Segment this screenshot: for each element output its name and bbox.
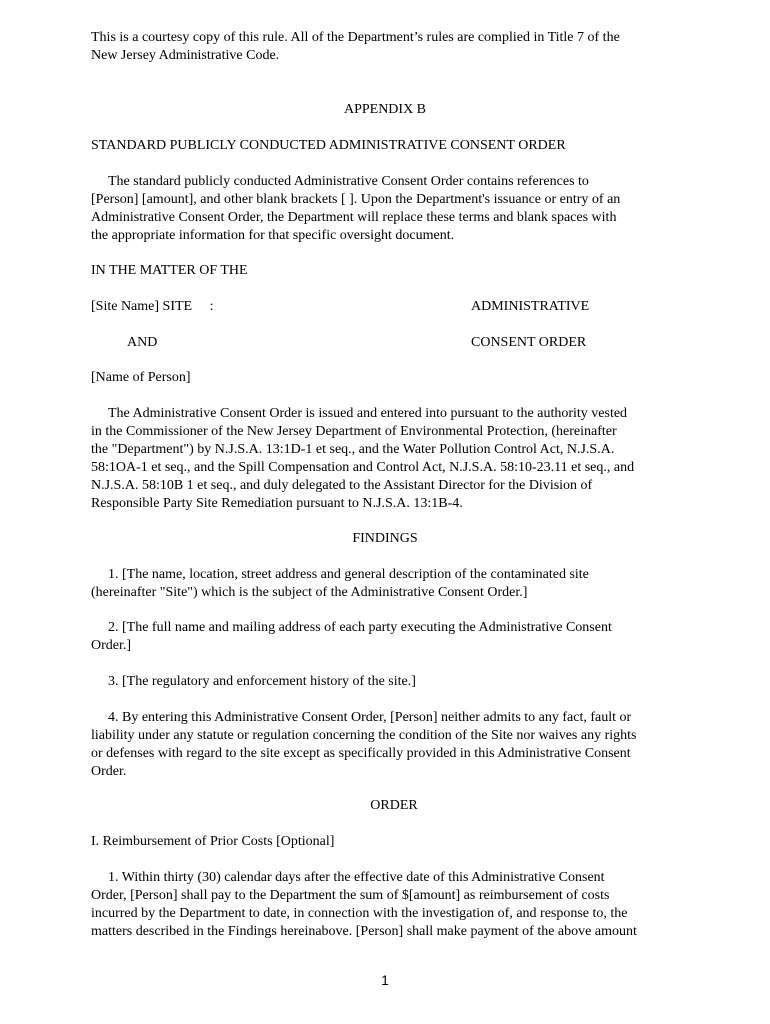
finding-text: or defenses with regard to the site except as specifically provided in this Administrative Consent [91,746,631,761]
caption-site-name: [Site Name] SITE : [91,299,214,314]
order-line: Order, [Person] shall pay to the Department the sum of $[amount] as reimbursement of costs [91,888,610,903]
authority-line: the "Department") by N.J.S.A. 13:1D-1 et seq., and the Water Pollution Control Act, N.J.S.A. [91,442,615,457]
finding-text: 4. By entering this Administrative Consent Order, [Person] neither admits to any fact, fault or [108,710,632,725]
order-title: STANDARD PUBLICLY CONDUCTED ADMINISTRATIVE CONSENT ORDER [91,138,566,153]
caption-name-of-person: [Name of Person] [91,370,191,385]
finding-text: liability under any statute or regulation concerning the condition of the Site nor waives any rights [91,728,637,743]
finding-text: Order. [91,764,127,779]
intro-paragraph [91,173,691,245]
finding-text: Order.] [91,638,132,653]
intro-line: [Person] [amount], and other blank brackets [ ]. Upon the Department's issuance or entry of an [91,192,621,207]
authority-line: The Administrative Consent Order is issued and entered into pursuant to the authority vested [108,406,628,421]
intro-line: the appropriate information for that specific oversight document. [91,228,455,243]
order-line: matters described in the Findings hereinabove. [Person] shall make payment of the above amount [91,924,637,939]
authority-line: in the Commissioner of the New Jersey Department of Environmental Protection, (hereinafter [91,424,617,439]
finding-text: 2. [The full name and mailing address of each party executing the Administrative Consent [108,620,612,635]
authority-paragraph [91,405,691,513]
order-line: 1. Within thirty (30) calendar days after the effective date of this Administrative Consent [108,870,605,885]
caption-administrative: ADMINISTRATIVE [471,299,590,314]
finding-item [91,673,691,691]
order-paragraph [91,869,691,941]
intro-line: Administrative Consent Order, the Department will replace these terms and blank spaces with [91,210,617,225]
finding-item [91,709,691,781]
caption-and: AND [127,335,158,350]
caption-consent-order: CONSENT ORDER [471,335,587,350]
courtesy-note-line: This is a courtesy copy of this rule. All of the Department’s rules are complied in Title 7 of the [91,30,620,45]
authority-line: 58:1OA-1 et seq., and the Spill Compensation and Control Act, N.J.S.A. 58:10-23.11 et seq., and [91,460,635,475]
appendix-title: APPENDIX B [343,102,427,117]
order-heading: ORDER [370,798,418,813]
intro-line: The standard publicly conducted Administrative Consent Order contains references to [108,174,589,189]
caption-in-the-matter: IN THE MATTER OF THE [91,263,248,278]
finding-text: (hereinafter "Site") which is the subject of the Administrative Consent Order.] [91,585,528,600]
courtesy-note-line: New Jersey Administrative Code. [91,48,280,63]
section-heading: I. Reimbursement of Prior Costs [Optional] [91,834,335,849]
page-number: 1 [381,972,389,988]
order-line: incurred by the Department to date, in connection with the investigation of, and response to, the [91,906,628,921]
finding-item [91,619,691,655]
courtesy-note [91,29,691,65]
authority-line: N.J.S.A. 58:10B 1 et seq., and duly delegated to the Assistant Director for the Division of [91,478,593,493]
findings-heading: FINDINGS [352,531,418,546]
finding-item [91,566,691,602]
finding-text: 3. [The regulatory and enforcement history of the site.] [108,674,416,689]
authority-line: Responsible Party Site Remediation pursuant to N.J.S.A. 13:1B-4. [91,496,463,511]
finding-text: 1. [The name, location, street address and general description of the contaminated site [108,567,589,582]
